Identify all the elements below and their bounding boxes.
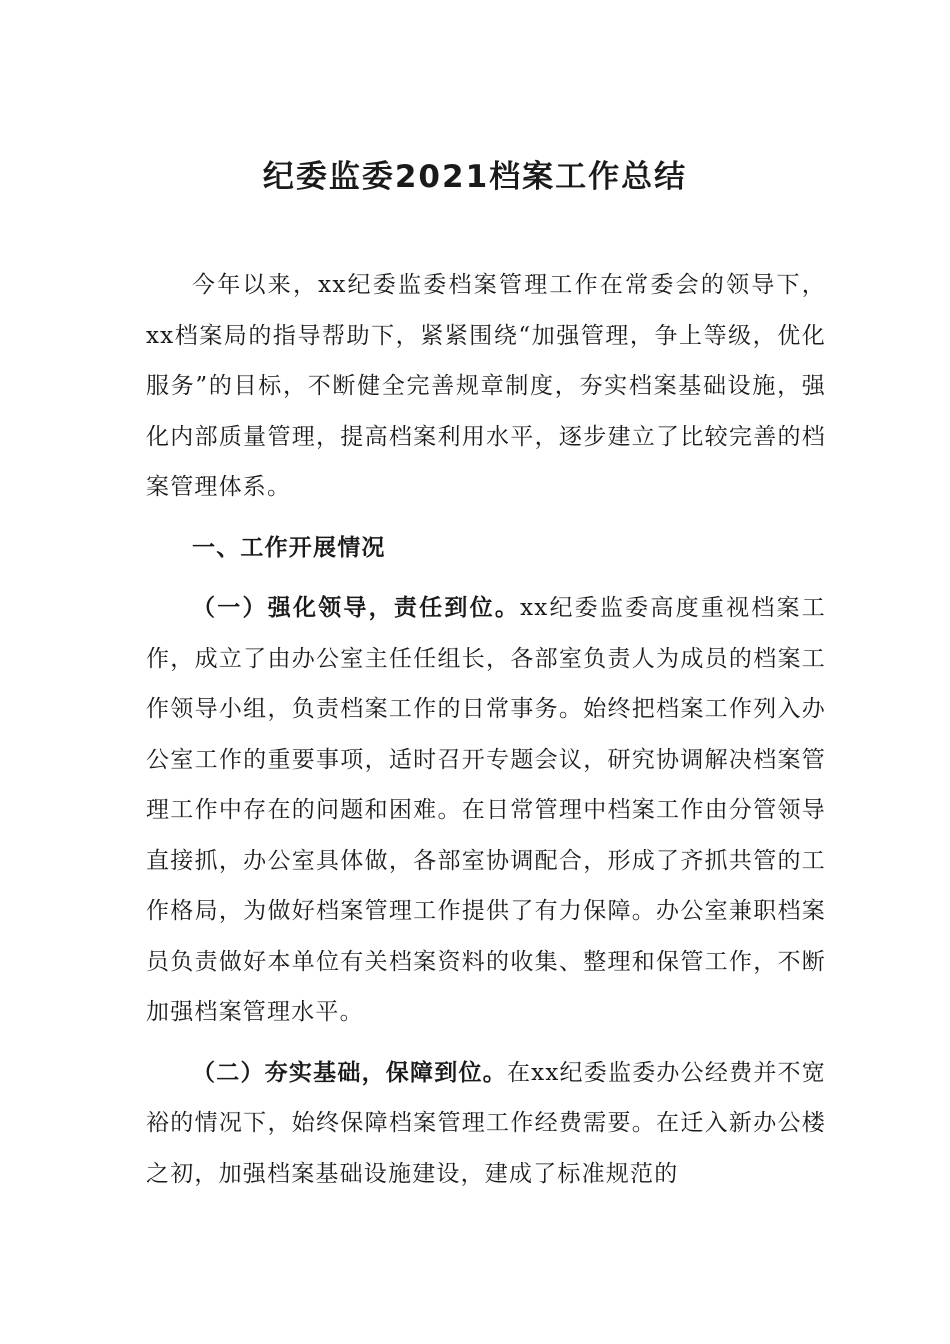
document-body (146, 260, 826, 1199)
paragraph-text: xx纪委监委高度重视档案工作，成立了由办公室主任任组长，各部室负责人为成员的档案工作领导小组，负责档案工作的日常事务。始终把档案工作列入办公室工作的重要事项，适时召开专题会议，研究协调解决档案管理工作中存在的问题和困难。在日常管理中档案工作由分管领导直接抓，办公室具体做，各部室协调配合，形成了齐抓共管的工作格局，为做好档案管理工作提供了有力保障。办公室兼职档案员负责做好本单位有关档案资料的收集、整理和保管工作，不断加强档案管理水平。 (146, 595, 826, 1025)
intro-paragraph: 今年以来，xx纪委监委档案管理工作在常委会的领导下，xx档案局的指导帮助下，紧紧围绕“加强管理，争上等级，优化服务”的目标，不断健全完善规章制度，夯实档案基础设施，强化内部质量管理，提高档案利用水平，逐步建立了比较完善的档案管理体系。 (146, 272, 826, 500)
document-title: 纪委监委2021档案工作总结 (262, 159, 688, 195)
paragraph-lead: （二）夯实基础，保障到位。 (192, 1059, 507, 1086)
section-heading: 一、工作开展情况 (192, 534, 386, 561)
paragraph-lead: （一）强化领导，责任到位。 (192, 595, 521, 621)
paragraph-text: 在xx纪委监委办公经费并不宽裕的情况下，始终保障档案管理工作经费需要。在迁入新办公楼之初，加强档案基础设施建设，建成了标准规范的 (146, 1059, 826, 1187)
body-paragraph (146, 1048, 826, 1200)
body-paragraph (146, 583, 826, 1038)
